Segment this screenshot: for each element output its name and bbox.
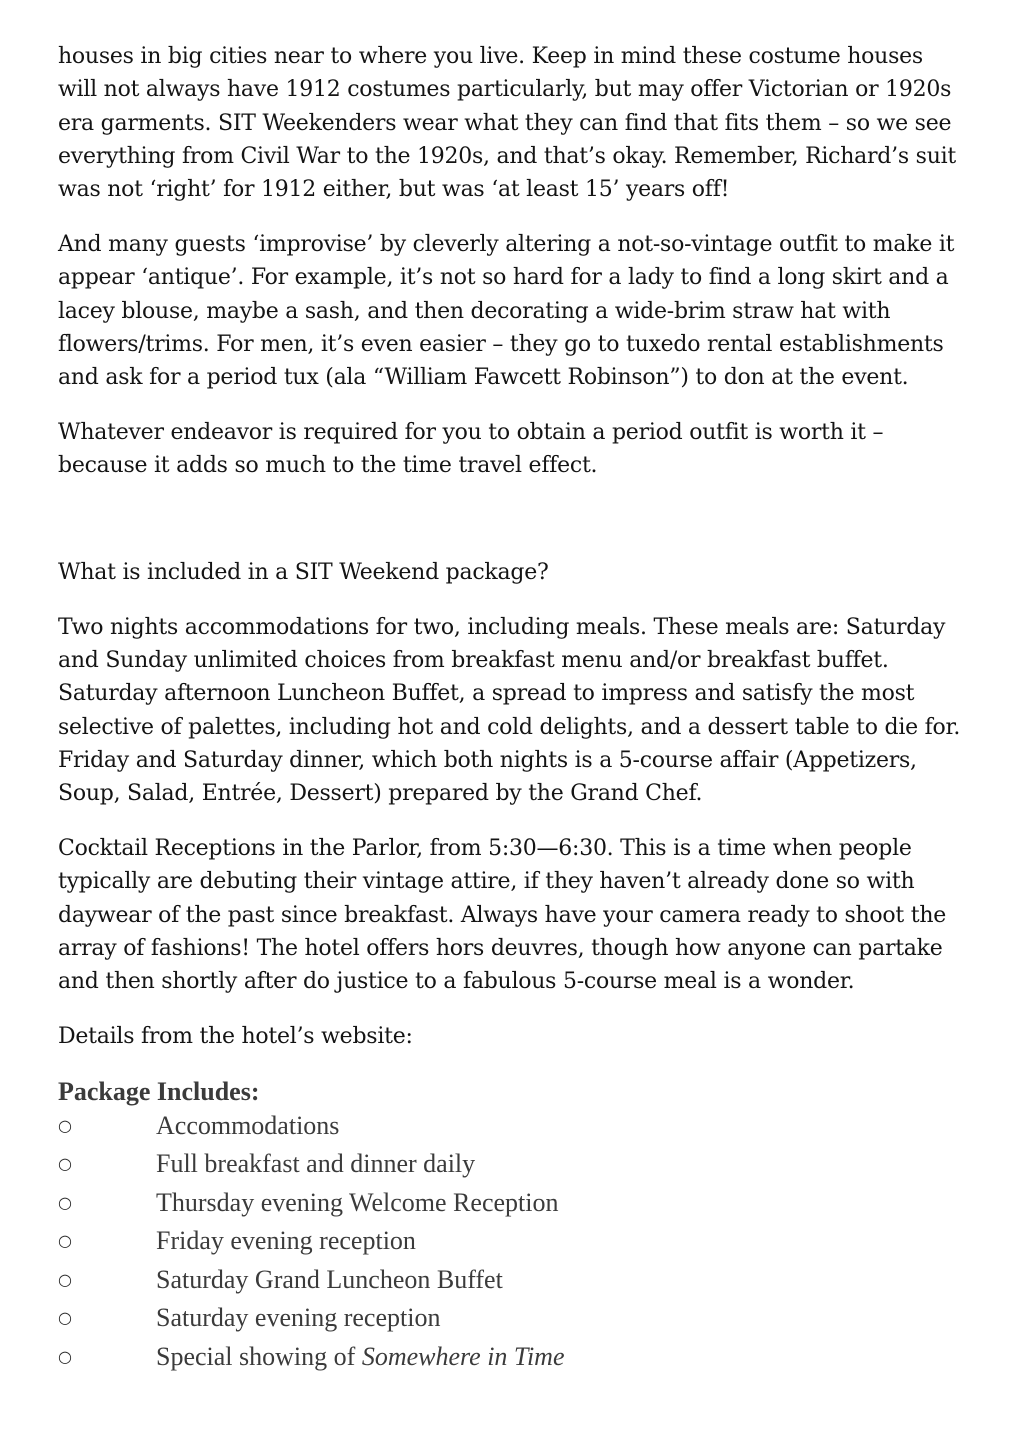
package-section xyxy=(58,1075,968,1378)
costume-houses-paragraph: houses in big cities near to where you live. Keep in mind these costume houses will not always have 1912 costumes particularly, but may offer Victorian or 1920s era garments. SIT Weekenders wear what they can find that fits them – so we see everything from Civil War to the 1920s, and that’s okay. Remember, Richard’s suit was not ‘right’ for 1912 either, but was ‘at least 15’ years off! xyxy=(58,44,956,203)
circle-bullet-icon: ○ xyxy=(58,1346,72,1366)
document-page xyxy=(58,40,968,1377)
period-outfit-paragraph: Whatever endeavor is required for you to obtain a period outfit is worth it – because it adds so much to the time travel effect. xyxy=(58,419,884,479)
list-item-text: Accommodations xyxy=(156,1110,340,1140)
list-item xyxy=(58,1146,968,1185)
list-item-text: Full breakfast and dinner daily xyxy=(156,1149,476,1179)
package-question: What is included in a SIT Weekend package? xyxy=(58,560,549,586)
package-list xyxy=(58,1108,968,1378)
improvise-paragraph: And many guests ‘improvise’ by cleverly altering a not-so-vintage outfit to make it appear ‘antique’. For example, it’s not so hard for a lady to find a long skirt and a lacey blouse, maybe a sash, and then decorating a wide-brim straw hat with flowers/trims. For men, it’s even easier – they go to tuxedo rental establishments and ask for a period tux (ala “William Fawcett Robinson”) to don at the event. xyxy=(58,231,955,391)
package-heading: Package Includes: xyxy=(58,1076,260,1106)
circle-bullet-icon: ○ xyxy=(58,1154,72,1174)
cocktail-paragraph: Cocktail Receptions in the Parlor, from 5:30—6:30. This is a time when people typically are debuting their vintage attire, if they haven’t already done so with daywear of the past since breakfast. Always have your camera ready to shoot the array of fashions! The hotel offers hors deuvres, though how anyone can partake and then shortly after do justice to a fabulous 5-course meal is a wonder. xyxy=(58,836,947,995)
list-item xyxy=(58,1339,968,1378)
list-item-text: Saturday Grand Luncheon Buffet xyxy=(156,1264,503,1294)
list-item-text xyxy=(156,1339,565,1375)
circle-bullet-icon: ○ xyxy=(58,1308,72,1328)
list-item xyxy=(58,1185,968,1224)
list-item xyxy=(58,1262,968,1301)
list-item xyxy=(58,1300,968,1339)
circle-bullet-icon: ○ xyxy=(58,1115,72,1135)
showing-prefix: Special showing of xyxy=(156,1341,362,1371)
section-spacer xyxy=(58,504,968,556)
accommodations-paragraph: Two nights accommodations for two, including meals. These meals are: Saturday and Sunday unlimited choices from breakfast menu and/or breakfast buffet. Saturday afternoon Luncheon Buffet, a spread to impress and satisfy the most selective of palettes, including hot and cold delights, and a dessert table to die for. Friday and Saturday dinner, which both nights is a 5-course affair (Appetizers, Soup, Salad, Entrée, Dessert) prepared by the Grand Chef. xyxy=(58,614,961,807)
details-intro: Details from the hotel’s website: xyxy=(58,1024,413,1050)
list-item xyxy=(58,1108,968,1147)
circle-bullet-icon: ○ xyxy=(58,1269,72,1289)
list-item-text: Friday evening reception xyxy=(156,1226,416,1256)
list-item-text: Saturday evening reception xyxy=(156,1303,441,1333)
list-item-text: Thursday evening Welcome Reception xyxy=(156,1187,559,1217)
list-item xyxy=(58,1223,968,1262)
circle-bullet-icon: ○ xyxy=(58,1231,72,1251)
circle-bullet-icon: ○ xyxy=(58,1192,72,1212)
film-title: Somewhere in Time xyxy=(361,1341,565,1371)
